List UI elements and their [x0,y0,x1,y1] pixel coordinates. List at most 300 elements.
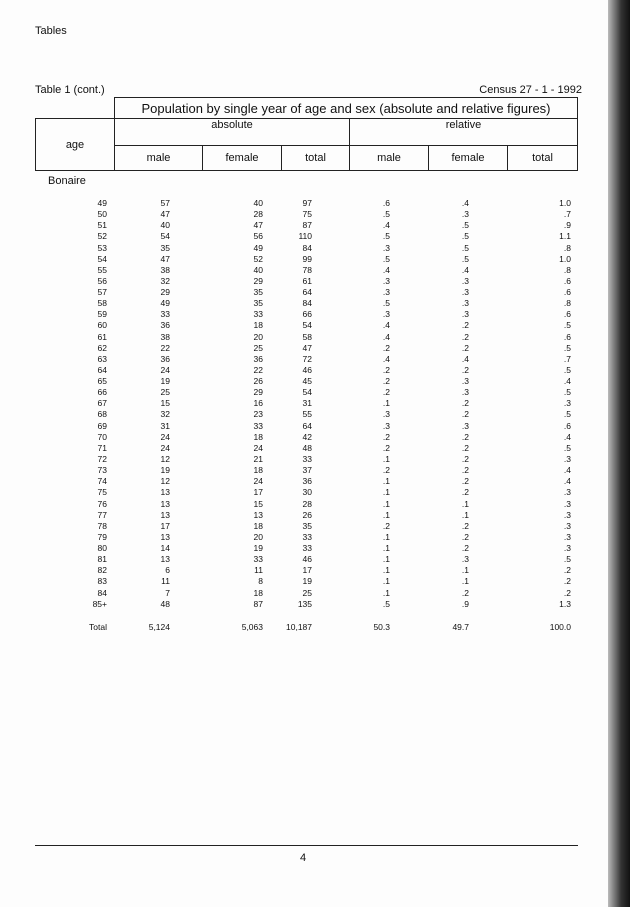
cell-rel-female: .1 [461,509,469,520]
cell-abs-male: 36 [160,320,170,331]
table-row [0,521,630,532]
cell-age: 63 [97,353,107,364]
cell-age: 66 [97,387,107,398]
cell-rel-female: .2 [461,331,469,342]
cell-abs-total: 87 [302,220,312,231]
cell-abs-female: 87 [253,598,263,609]
cell-rel-male: .5 [382,298,390,309]
cell-age: 71 [97,442,107,453]
col-rel-female: female [429,146,508,171]
cell-abs-female: 33 [253,554,263,565]
cell-rel-female: .3 [461,309,469,320]
cell-abs-male: 29 [160,287,170,298]
cell-rel-male: .2 [382,387,390,398]
cell-rel-female: .9 [461,598,469,609]
cell-age: 57 [97,287,107,298]
cell-rel-female: .3 [461,209,469,220]
cell-rel-male: .1 [382,576,390,587]
cell-age: 79 [97,531,107,542]
table-row [0,398,630,409]
table-header [35,97,578,171]
cell-abs-male: 14 [160,543,170,554]
age-header: age [36,119,115,171]
cell-rel-total: .7 [563,209,571,220]
cell-rel-male: .3 [382,287,390,298]
cell-abs-female: 29 [253,387,263,398]
cell-age: 70 [97,431,107,442]
cell-abs-total: 97 [302,198,312,208]
cell-rel-total: 1.3 [559,598,571,609]
cell-rel-male: .2 [382,520,390,531]
cell-abs-male: 49 [160,298,170,309]
cell-rel-male: .1 [382,453,390,464]
cell-age: 65 [97,376,107,387]
table-title: Population by single year of age and sex (absolute and relative figures) [115,98,578,119]
table-row [0,432,630,443]
cell-rel-male: .2 [382,342,390,353]
cell-rel-total: .2 [563,576,571,587]
cell-age: 55 [97,264,107,275]
table-row [0,287,630,298]
cell-age: 60 [97,320,107,331]
cell-age: 76 [97,498,107,509]
cell-abs-total: 33 [302,543,312,554]
table-row [0,332,630,343]
cell-abs-total: 26 [302,509,312,520]
cell-age: 82 [97,565,107,576]
cell-rel-male: .2 [382,442,390,453]
cell-age: 75 [97,487,107,498]
cell-abs-total: 78 [302,264,312,275]
cell-rel-female: .3 [461,420,469,431]
cell-abs-male: 57 [160,198,170,208]
cell-age: 62 [97,342,107,353]
cell-rel-female: .2 [461,398,469,409]
cell-rel-female: .3 [461,387,469,398]
cell-rel-male: .1 [382,498,390,509]
cell-age: 68 [97,409,107,420]
cell-abs-male: 17 [160,520,170,531]
cell-abs-female: 23 [253,409,263,420]
cell-rel-male: .2 [382,431,390,442]
section-header: Tables [35,25,67,37]
cell-rel-male: .4 [382,320,390,331]
cell-rel-total: 1.1 [559,231,571,242]
cell-abs-male: 11 [161,576,170,587]
table-row [0,387,630,398]
cell-abs-male: 54 [160,231,170,242]
cell-rel-total: .8 [563,264,571,275]
table-row [0,588,630,599]
cell-rel-male: .1 [382,509,390,520]
cell-abs-total: 46 [302,554,312,565]
table-row [0,220,630,231]
cell-rel-female: .3 [461,287,469,298]
cell-rel-total: .4 [563,431,571,442]
cell-age: 56 [97,275,107,286]
table-row [0,254,630,265]
cell-rel-male: .6 [382,198,390,208]
cell-age: 64 [97,364,107,375]
cell-rel-total: .3 [563,509,571,520]
cell-abs-total: 25 [302,587,312,598]
cell-abs-male: 32 [160,409,170,420]
cell-rel-female: .2 [461,409,469,420]
census-date: Census 27 - 1 - 1992 [479,84,582,96]
cell-rel-male: .3 [382,309,390,320]
cell-abs-male: 19 [160,465,170,476]
cell-rel-total: .4 [563,376,571,387]
cell-abs-female: 40 [253,198,263,208]
cell-rel-male: .1 [382,565,390,576]
cell-rel-male: .3 [382,409,390,420]
cell-abs-male: 19 [160,376,170,387]
cell-rel-female: .2 [461,487,469,498]
cell-abs-male: 13 [160,498,170,509]
table-row [0,376,630,387]
cell-age: 78 [97,520,107,531]
cell-rel-male: .3 [382,275,390,286]
table-row [0,443,630,454]
cell-rel-male: .5 [382,231,390,242]
cell-age: 52 [97,231,107,242]
cell-abs-female: 11 [254,565,263,576]
cell-abs-female: 18 [253,587,263,598]
cell-abs-female: 18 [253,465,263,476]
cell-rel-male: .1 [382,531,390,542]
table-row [0,198,630,209]
table-row [0,309,630,320]
cell-age: 81 [97,554,107,565]
cell-abs-male: 13 [160,531,170,542]
cell-rel-female: .2 [461,465,469,476]
cell-rel-female: .3 [461,376,469,387]
cell-rel-total: .6 [563,331,571,342]
table-row [0,365,630,376]
cell-rel-female: .5 [461,242,469,253]
cell-rel-female: .4 [461,264,469,275]
cell-rel-female: .2 [461,476,469,487]
table-row [0,554,630,565]
table-row [0,476,630,487]
cell-abs-total: 30 [302,487,312,498]
cell-rel-female: .1 [461,576,469,587]
cell-abs-male: 24 [160,431,170,442]
cell-rel-male: 50.3 [373,622,390,632]
cell-abs-male: 33 [160,309,170,320]
col-rel-male: male [350,146,429,171]
cell-rel-female: .3 [461,275,469,286]
cell-abs-female: 36 [253,353,263,364]
cell-rel-total: .5 [563,342,571,353]
cell-abs-total: 31 [302,398,312,409]
cell-rel-total: .3 [563,520,571,531]
cell-rel-total: .3 [563,531,571,542]
cell-rel-total: .5 [563,320,571,331]
cell-abs-total: 33 [302,531,312,542]
cell-rel-female: .5 [461,253,469,264]
cell-rel-total: .9 [563,220,571,231]
cell-rel-total: 1.0 [559,253,571,264]
cell-rel-total: .6 [563,275,571,286]
cell-abs-total: 84 [302,242,312,253]
table-row [0,532,630,543]
table-row [0,320,630,331]
cell-abs-male: 5,124 [148,622,170,632]
cell-rel-total: .3 [563,453,571,464]
cell-abs-female: 33 [253,309,263,320]
cell-abs-female: 40 [253,264,263,275]
cell-rel-female: .4 [461,353,469,364]
table-row [0,421,630,432]
cell-abs-female: 47 [253,220,263,231]
cell-abs-female: 52 [253,253,263,264]
cell-abs-total: 28 [302,498,312,509]
cell-abs-male: 13 [160,487,170,498]
cell-abs-female: 15 [253,498,263,509]
cell-age: 50 [97,209,107,220]
cell-abs-total: 54 [302,320,312,331]
cell-abs-female: 35 [253,287,263,298]
cell-abs-female: 24 [253,442,263,453]
table-row [0,565,630,576]
cell-rel-male: .5 [382,253,390,264]
cell-rel-total: .3 [563,398,571,409]
cell-abs-male: 31 [160,420,170,431]
cell-abs-female: 35 [253,298,263,309]
cell-rel-male: .4 [382,331,390,342]
cell-abs-total: 75 [302,209,312,220]
cell-abs-total: 45 [302,376,312,387]
cell-rel-total: .3 [563,498,571,509]
cell-abs-total: 42 [302,431,312,442]
cell-rel-male: .1 [382,587,390,598]
table-row [0,298,630,309]
cell-rel-total: .5 [563,364,571,375]
cell-abs-male: 15 [160,398,170,409]
cell-abs-total: 84 [302,298,312,309]
cell-rel-total: .2 [563,565,571,576]
cell-abs-male: 35 [160,242,170,253]
cell-abs-female: 26 [253,376,263,387]
cell-abs-total: 55 [302,409,312,420]
cell-rel-total: .3 [563,543,571,554]
cell-rel-female: .2 [461,587,469,598]
cell-rel-female: .2 [461,364,469,375]
cell-abs-female: 5,063 [241,622,263,632]
cell-rel-female: .3 [461,554,469,565]
table-row [0,454,630,465]
table-label: Table 1 (cont.) [35,84,105,96]
cell-abs-female: 16 [253,398,263,409]
cell-age: 85+ [92,598,107,609]
cell-rel-male: .4 [382,264,390,275]
cell-rel-female: .2 [461,453,469,464]
cell-rel-total: .7 [563,353,571,364]
cell-abs-female: 13 [253,509,263,520]
cell-rel-male: .1 [382,543,390,554]
cell-abs-female: 19 [253,543,263,554]
cell-rel-male: .3 [382,420,390,431]
cell-abs-total: 36 [302,476,312,487]
cell-age: 73 [97,465,107,476]
cell-abs-female: 20 [253,331,263,342]
cell-age: 84 [97,587,107,598]
table-row [0,243,630,254]
cell-rel-male: .1 [382,487,390,498]
col-abs-female: female [203,146,282,171]
cell-abs-total: 54 [302,387,312,398]
cell-age: 77 [97,509,107,520]
cell-rel-male: .3 [382,242,390,253]
table-row [0,576,630,587]
cell-rel-male: .2 [382,465,390,476]
cell-rel-male: .1 [382,476,390,487]
cell-abs-total: 46 [302,364,312,375]
cell-rel-total: .5 [563,442,571,453]
cell-abs-female: 17 [253,487,263,498]
cell-abs-female: 25 [253,342,263,353]
cell-abs-total: 48 [302,442,312,453]
cell-rel-total: .4 [563,465,571,476]
cell-abs-male: 25 [160,387,170,398]
cell-age: 67 [97,398,107,409]
table-row [0,276,630,287]
cell-abs-total: 10,187 [286,622,312,632]
cell-abs-male: 47 [160,209,170,220]
cell-abs-female: 33 [253,420,263,431]
cell-age: 72 [97,453,107,464]
cell-rel-total: .8 [563,298,571,309]
cell-rel-total: 1.0 [559,198,571,208]
cell-rel-female: .2 [461,520,469,531]
cell-abs-female: 29 [253,275,263,286]
cell-rel-female: .1 [461,565,469,576]
table-row [0,599,630,610]
cell-age: 54 [97,253,107,264]
cell-rel-total: .3 [563,487,571,498]
cell-rel-male: .5 [382,209,390,220]
cell-rel-total: .2 [563,587,571,598]
cell-abs-total: 17 [302,565,312,576]
table-row [0,543,630,554]
cell-rel-female: .2 [461,431,469,442]
cell-rel-male: .4 [382,353,390,364]
cell-abs-total: 37 [302,465,312,476]
table-row [0,499,630,510]
cell-abs-male: 47 [160,253,170,264]
table-row [0,409,630,420]
cell-abs-male: 13 [160,509,170,520]
cell-abs-total: 72 [302,353,312,364]
cell-rel-total: 100.0 [549,622,571,632]
footer-rule [35,845,578,846]
cell-abs-total: 64 [302,287,312,298]
cell-abs-female: 21 [253,453,263,464]
cell-abs-male: 38 [160,264,170,275]
table-row [0,465,630,476]
cell-rel-female: .2 [461,342,469,353]
region-label: Bonaire [48,175,86,187]
cell-abs-total: 58 [302,331,312,342]
table-row [0,209,630,220]
cell-rel-male: .5 [382,598,390,609]
cell-rel-female: .2 [461,543,469,554]
cell-rel-male: .1 [382,398,390,409]
cell-age: 61 [97,331,107,342]
cell-rel-total: .6 [563,287,571,298]
cell-age: 53 [97,242,107,253]
cell-abs-female: 8 [258,576,263,587]
cell-abs-female: 18 [253,320,263,331]
cell-rel-male: .2 [382,376,390,387]
cell-age: Total [89,622,107,632]
cell-rel-total: .5 [563,554,571,565]
cell-rel-total: .5 [563,409,571,420]
cell-rel-total: .6 [563,309,571,320]
table-row [0,487,630,498]
cell-abs-male: 40 [160,220,170,231]
cell-abs-total: 61 [302,275,312,286]
cell-abs-total: 135 [297,598,312,609]
cell-abs-male: 48 [160,598,170,609]
cell-abs-total: 35 [302,520,312,531]
cell-age: 74 [97,476,107,487]
cell-abs-male: 12 [160,476,170,487]
cell-abs-male: 24 [160,364,170,375]
cell-abs-total: 19 [302,576,312,587]
cell-abs-male: 24 [160,442,170,453]
cell-rel-total: .8 [563,242,571,253]
cell-abs-female: 28 [253,209,263,220]
cell-rel-male: .2 [382,364,390,375]
cell-age: 58 [97,298,107,309]
cell-abs-female: 18 [253,520,263,531]
cell-abs-total: 66 [302,309,312,320]
cell-rel-female: .2 [461,442,469,453]
col-abs-total: total [282,146,350,171]
cell-rel-male: .4 [382,220,390,231]
cell-age: 69 [97,420,107,431]
cell-abs-total: 110 [298,231,312,242]
cell-abs-male: 38 [160,331,170,342]
table-row [0,510,630,521]
col-abs-male: male [115,146,203,171]
cell-rel-female: 49.7 [452,622,469,632]
cell-rel-total: .5 [563,387,571,398]
table-row [0,343,630,354]
cell-abs-male: 32 [160,275,170,286]
cell-abs-female: 18 [253,431,263,442]
cell-rel-female: .1 [461,498,469,509]
table-row [0,265,630,276]
cell-rel-male: .1 [382,554,390,565]
cell-rel-female: .4 [461,198,469,208]
table-row [0,354,630,365]
cell-rel-total: .6 [563,420,571,431]
cell-age: 80 [97,543,107,554]
page-number: 4 [300,852,307,864]
cell-abs-female: 56 [253,231,263,242]
cell-abs-total: 99 [302,253,312,264]
cell-age: 83 [97,576,107,587]
cell-age: 59 [97,309,107,320]
cell-abs-female: 49 [253,242,263,253]
cell-rel-total: .4 [563,476,571,487]
total-row [0,622,630,633]
cell-abs-male: 22 [160,342,170,353]
cell-abs-female: 22 [253,364,263,375]
